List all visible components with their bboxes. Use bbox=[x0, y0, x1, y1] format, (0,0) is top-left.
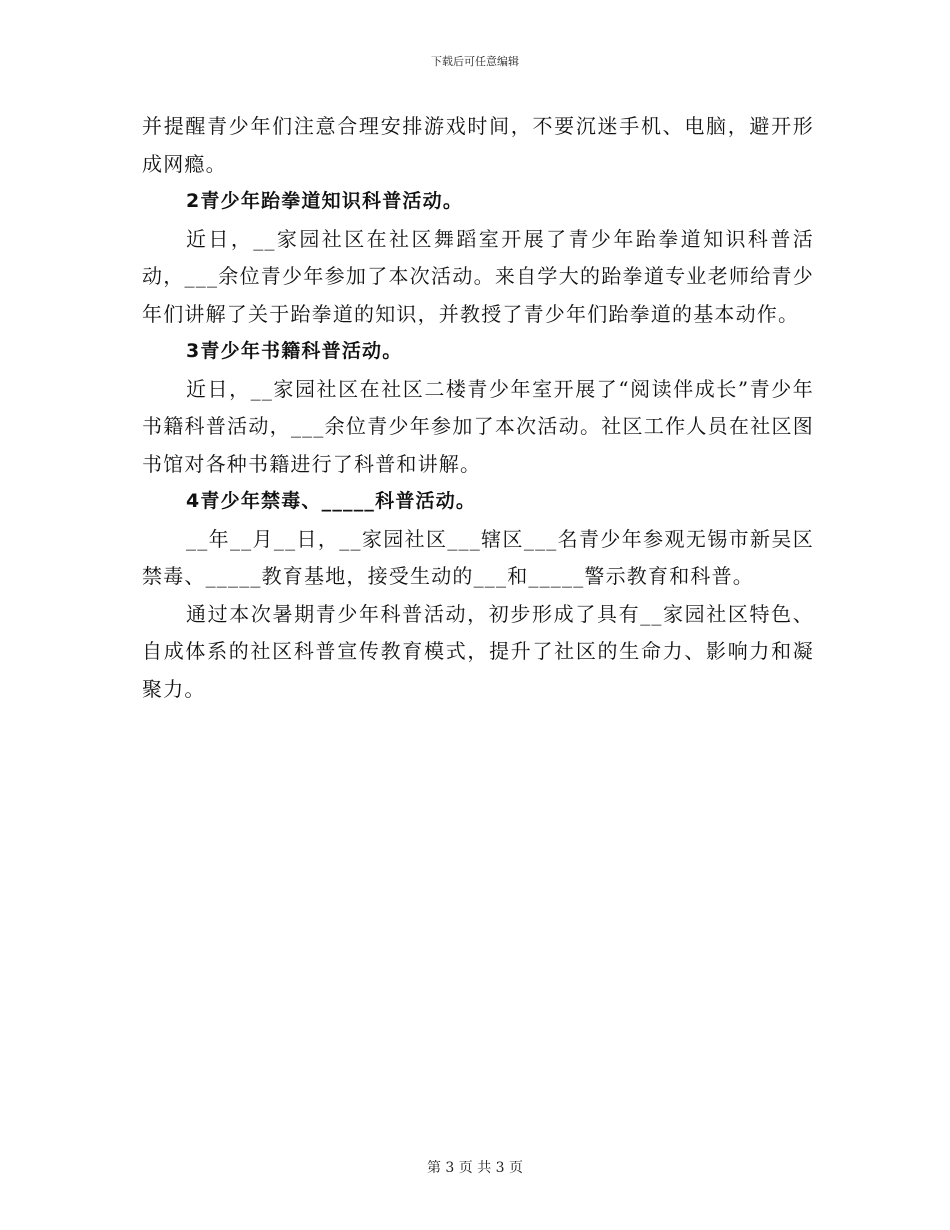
page-footer: 第 3 页 共 3 页 bbox=[426, 1160, 524, 1176]
section-body-2: 近日，__家园社区在社区舞蹈室开展了青少年跆拳道知识科普活动，___余位青少年参加了本次活动。来自学大的跆拳道专业老师给青少年们讲解了关于跆拳道的知识，并教授了青少年们跆拳道的基本动作。 bbox=[142, 226, 814, 326]
section-body-4: __年__月__日，__家园社区___辖区___名青少年参观无锡市新吴区禁毒、_____教育基地，接受生动的___和_____警示教育和科普。 bbox=[142, 526, 814, 588]
section-heading-4: 4青少年禁毒、_____科普活动。 bbox=[186, 490, 477, 512]
document-body bbox=[142, 108, 814, 708]
section-heading-3: 3青少年书籍科普活动。 bbox=[186, 340, 403, 362]
section-body-3: 近日，__家园社区在社区二楼青少年室开展了“阅读伴成长”青少年书籍科普活动，___余位青少年参加了本次活动。社区工作人员在社区图书馆对各种书籍进行了科普和讲解。 bbox=[142, 376, 814, 476]
page-header: 下载后可任意编辑 bbox=[431, 55, 519, 68]
section-heading-2: 2青少年跆拳道知识科普活动。 bbox=[186, 190, 464, 212]
continuation-paragraph: 并提醒青少年们注意合理安排游戏时间，不要沉迷手机、电脑，避开形成网瘾。 bbox=[142, 114, 814, 176]
conclusion-paragraph: 通过本次暑期青少年科普活动，初步形成了具有__家园社区特色、自成体系的社区科普宣传教育模式，提升了社区的生命力、影响力和凝聚力。 bbox=[142, 601, 814, 701]
